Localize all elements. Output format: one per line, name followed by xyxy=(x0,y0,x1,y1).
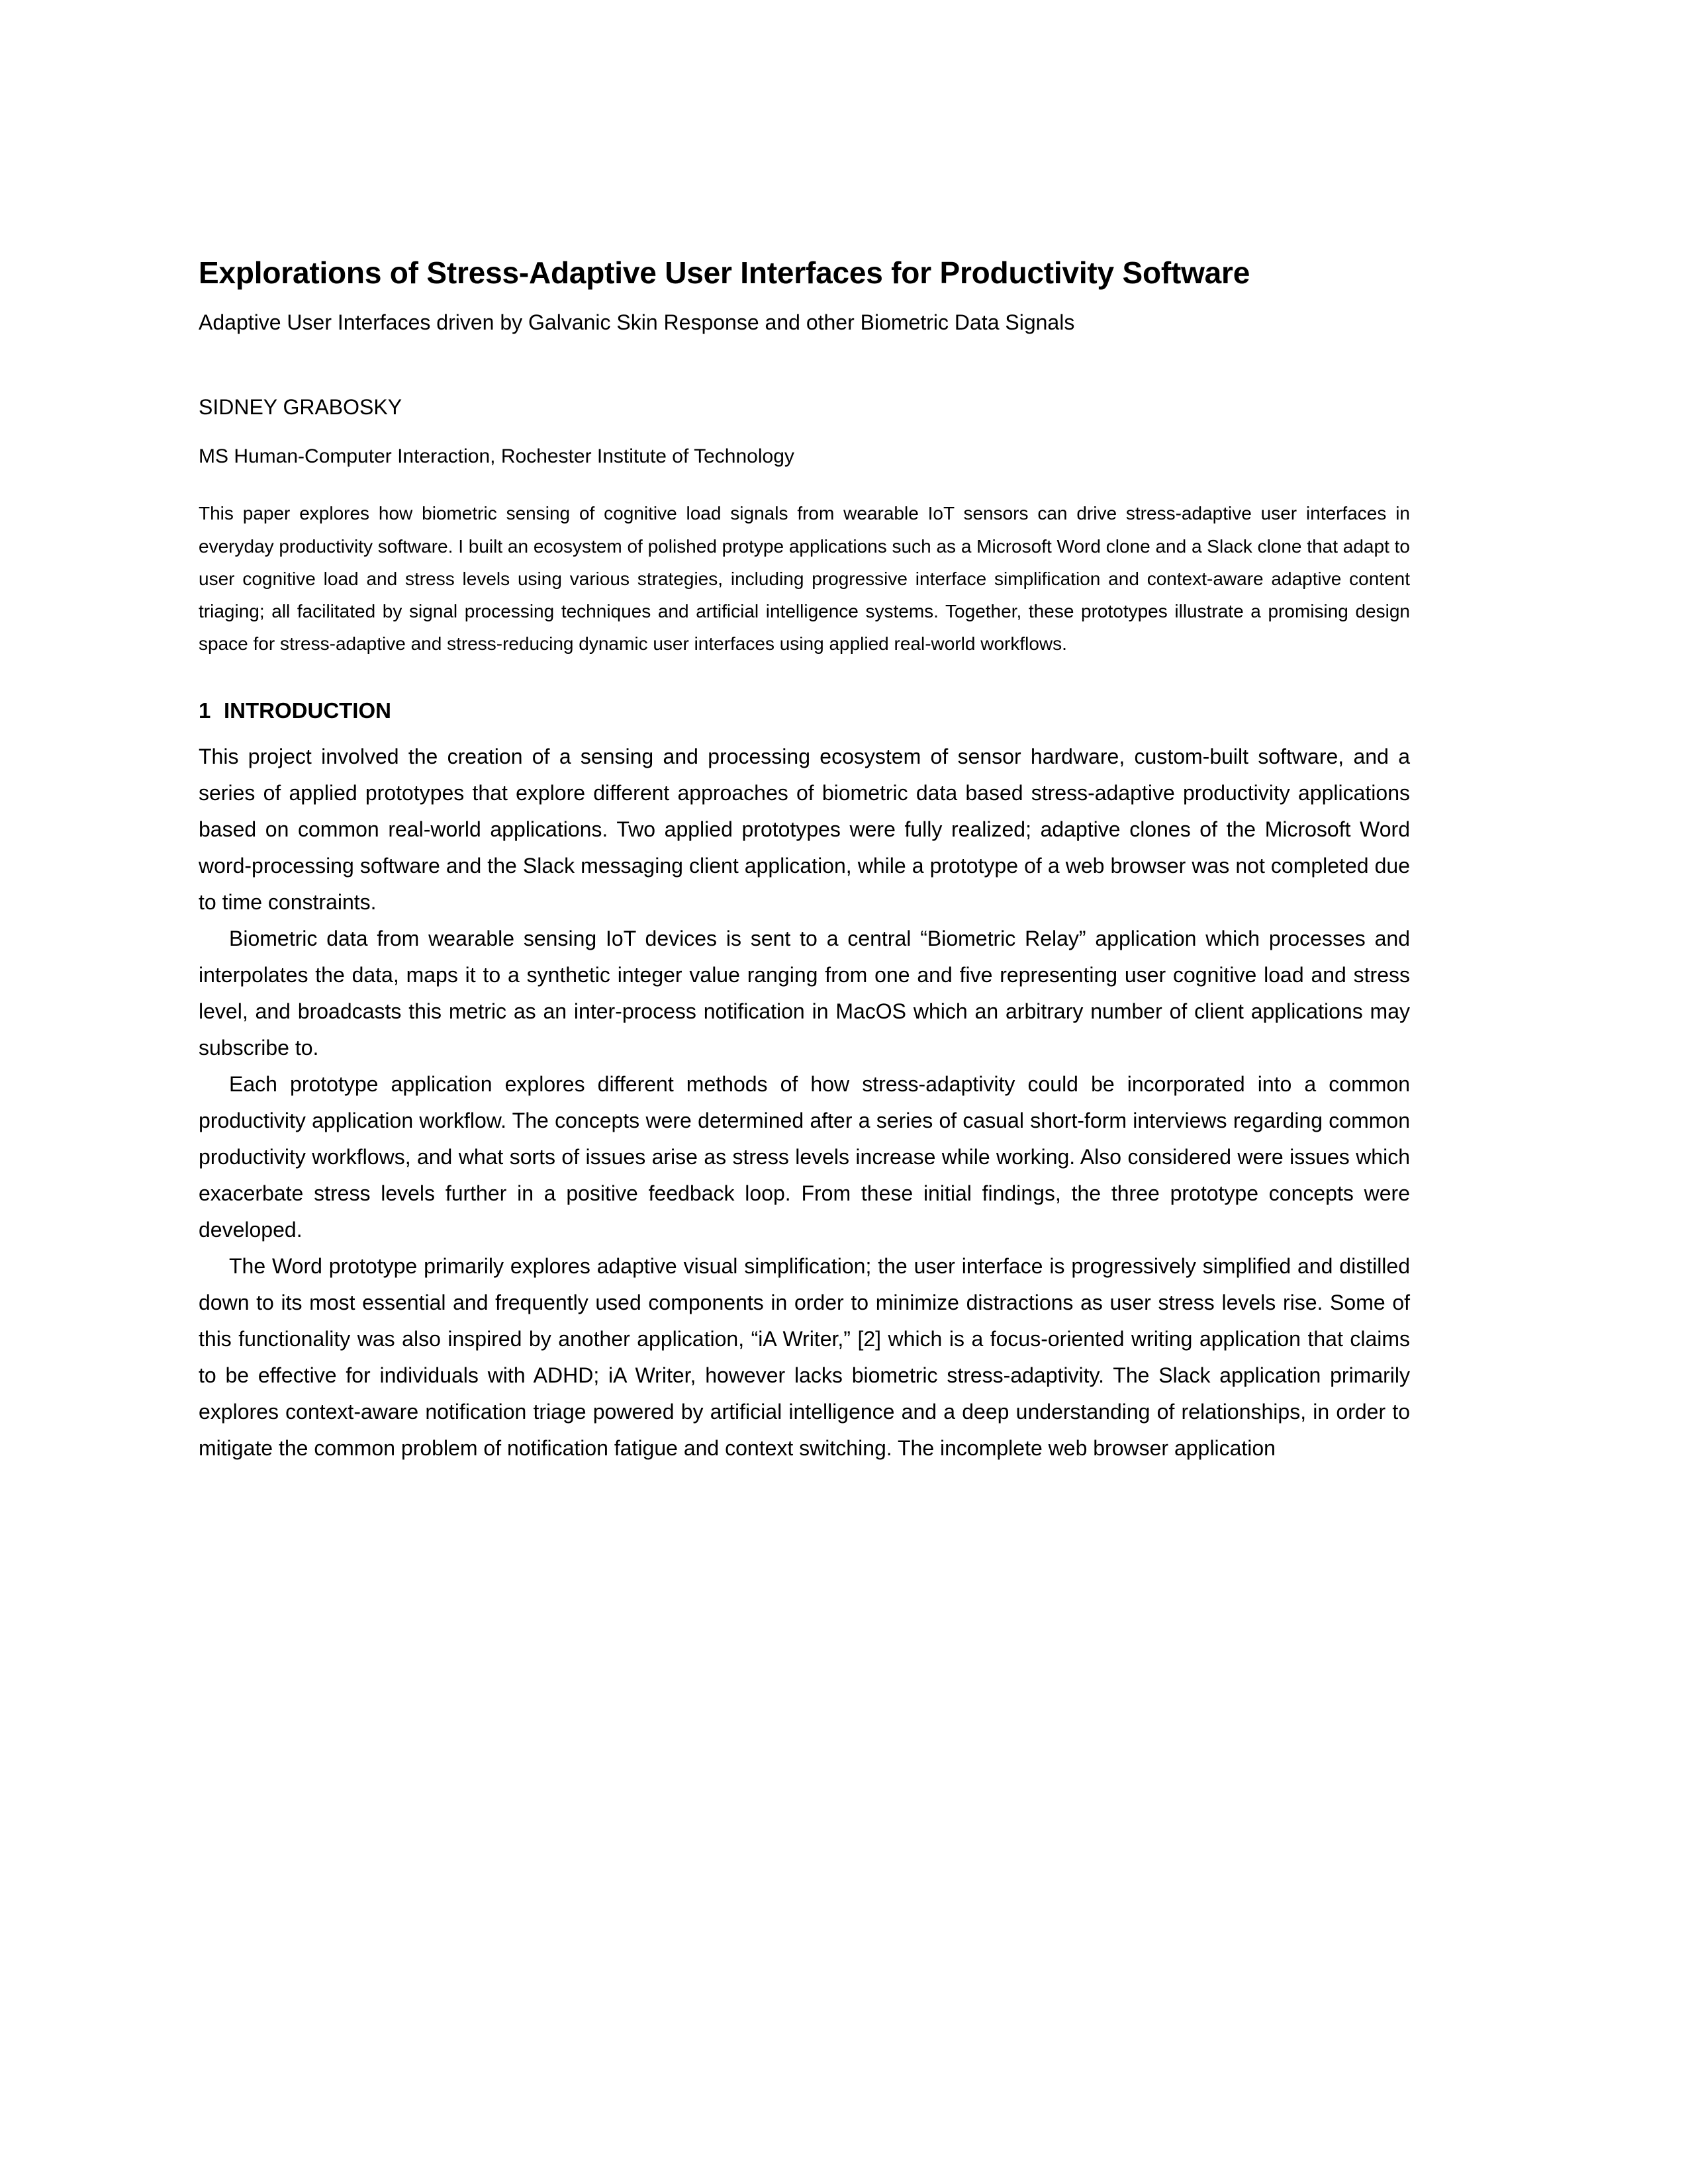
author-name: SIDNEY GRABOSKY xyxy=(199,394,402,419)
author-affiliation: MS Human-Computer Interaction, Rochester Institute of Technology xyxy=(199,445,794,468)
page-content-column xyxy=(199,0,1410,1467)
section-title: INTRODUCTION xyxy=(224,698,391,723)
page-title: Explorations of Stress-Adaptive User Interfaces for Productivity Software xyxy=(199,255,1250,290)
paper-subtitle: Adaptive User Interfaces driven by Galvanic Skin Response and other Biometric Data Signals xyxy=(199,310,1075,335)
section-heading-introduction xyxy=(199,660,1410,724)
section-paragraph: Biometric data from wearable sensing IoT devices is sent to a central “Biometric Relay” application which processes and interpolates the data, maps it to a synthetic integer value ranging from one and five representing user cognitive load and stress level, and broadcasts this metric as an inter-process notification in MacOS which an arbitrary number of client applications may subscribe to. xyxy=(199,927,1410,1060)
section-number: 1 xyxy=(199,698,211,723)
abstract-text: This paper explores how biometric sensing of cognitive load signals from wearable IoT sensors can drive stress-adaptive user interfaces in everyday productivity software. I built an ecosystem of polished protype applications such as a Microsoft Word clone and a Slack clone that adapt to user cognitive load and stress levels using various strategies, including progressive interface simplification and context-aware adaptive content triaging; all facilitated by signal processing techniques and artificial intelligence systems. Together, these prototypes illustrate a promising design space for stress-adaptive and stress-reducing dynamic user interfaces using applied real-world workflows. xyxy=(199,503,1410,655)
section-paragraph: This project involved the creation of a sensing and processing ecosystem of sensor hardware, custom-built software, and a series of applied prototypes that explore different approaches of biometric data based stress-adaptive productivity applications based on common real-world applications. Two applied prototypes were fully realized; adaptive clones of the Microsoft Word word-processing software and the Slack messaging client application, while a prototype of a web browser was not completed due to time constraints. xyxy=(199,744,1410,914)
section-paragraph: Each prototype application explores different methods of how stress-adaptivity could be incorporated into a common productivity application workflow. The concepts were determined after a series of casual short-form interviews regarding common productivity workflows, and what sorts of issues arise as stress levels increase while working. Also considered were issues which exacerbate stress levels further in a positive feedback loop. From these initial findings, the three prototype concepts were developed. xyxy=(199,1072,1410,1242)
section-paragraph: The Word prototype primarily explores adaptive visual simplification; the user interface is progressively simplified and distilled down to its most essential and frequently used components in order to minimize distractions as user stress levels rise. Some of this functionality was also inspired by another application, “iA Writer,” [2] which is a focus-oriented writing application that claims to be effective for individuals with ADHD; iA Writer, however lacks biometric stress-adaptivity. The Slack application primarily explores context-aware notification triage powered by artificial intelligence and a deep understanding of relationships, in order to mitigate the common problem of notification fatigue and context switching. The incomplete web browser application xyxy=(199,1254,1410,1461)
